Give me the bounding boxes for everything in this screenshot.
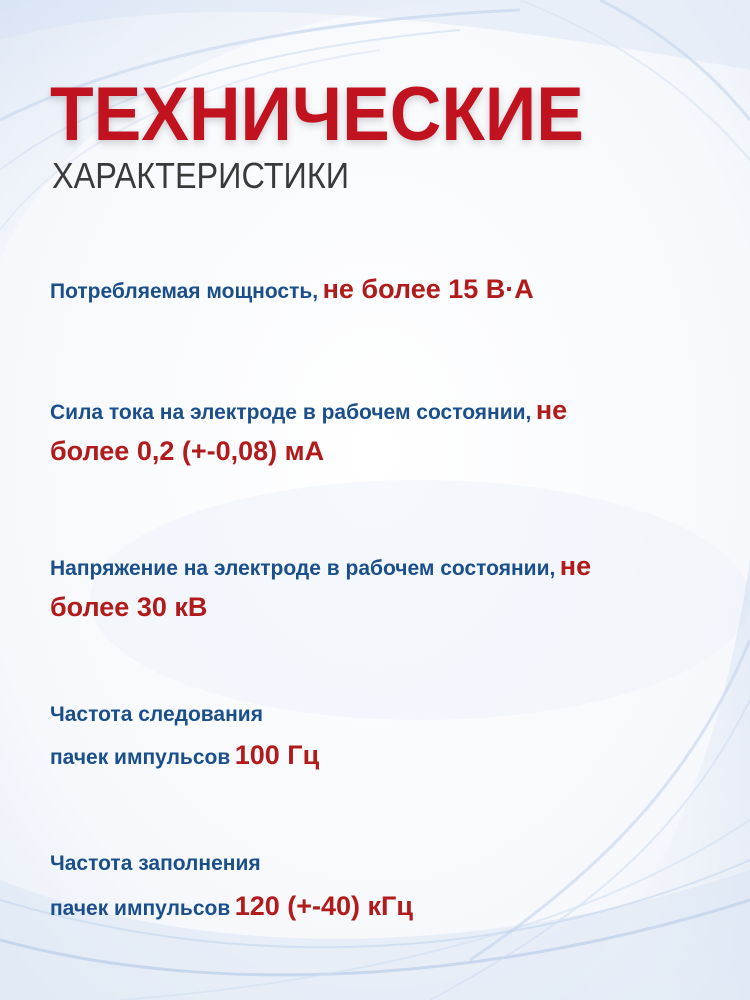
- spec-current: [50, 392, 690, 474]
- spec-fill-frequency: [50, 843, 690, 931]
- spec-fill-frequency-label-1: Частота заполнения: [50, 852, 261, 875]
- spec-current-line-2: [50, 433, 690, 474]
- spec-current-value-part1: не: [535, 395, 568, 425]
- spec-voltage-value-part2: более 30 кВ: [50, 592, 208, 622]
- spec-voltage-value-part1: не: [559, 551, 592, 581]
- spec-fill-frequency-line-1: [50, 843, 690, 886]
- spec-current-line-1: [50, 392, 690, 433]
- spec-voltage: [50, 548, 690, 630]
- spec-voltage-line-1: [50, 548, 690, 589]
- spec-fill-frequency-label-2: пачек импульсов: [50, 897, 231, 920]
- spec-current-label: Сила тока на электроде в рабочем состоянии,: [50, 401, 532, 424]
- spec-burst-frequency-value: 100 Гц: [234, 740, 320, 770]
- spec-burst-frequency-line-1: [50, 695, 690, 736]
- spec-burst-frequency: [50, 695, 690, 779]
- spec-power-value: не более 15 В·А: [322, 274, 534, 304]
- spec-fill-frequency-line-2: [50, 886, 690, 931]
- page-subtitle: ХАРАКТЕРИСТИКИ: [52, 155, 350, 196]
- spec-power: [50, 271, 690, 312]
- spec-burst-frequency-line-2: [50, 736, 690, 779]
- spec-fill-frequency-value: 120 (+-40) кГц: [234, 891, 413, 921]
- spec-power-label: Потребляемая мощность,: [50, 280, 319, 303]
- spec-burst-frequency-label-1: Частота следования: [50, 703, 263, 726]
- spec-burst-frequency-label-2: пачек импульсов: [50, 746, 231, 769]
- page-title: ТЕХНИЧЕСКИЕ: [50, 72, 584, 157]
- spec-voltage-label: Напряжение на электроде в рабочем состоянии,: [50, 557, 556, 580]
- spec-voltage-line-2: [50, 589, 690, 630]
- spec-power-line: [50, 271, 690, 312]
- spec-current-value-part2: более 0,2 (+-0,08) мА: [50, 436, 325, 466]
